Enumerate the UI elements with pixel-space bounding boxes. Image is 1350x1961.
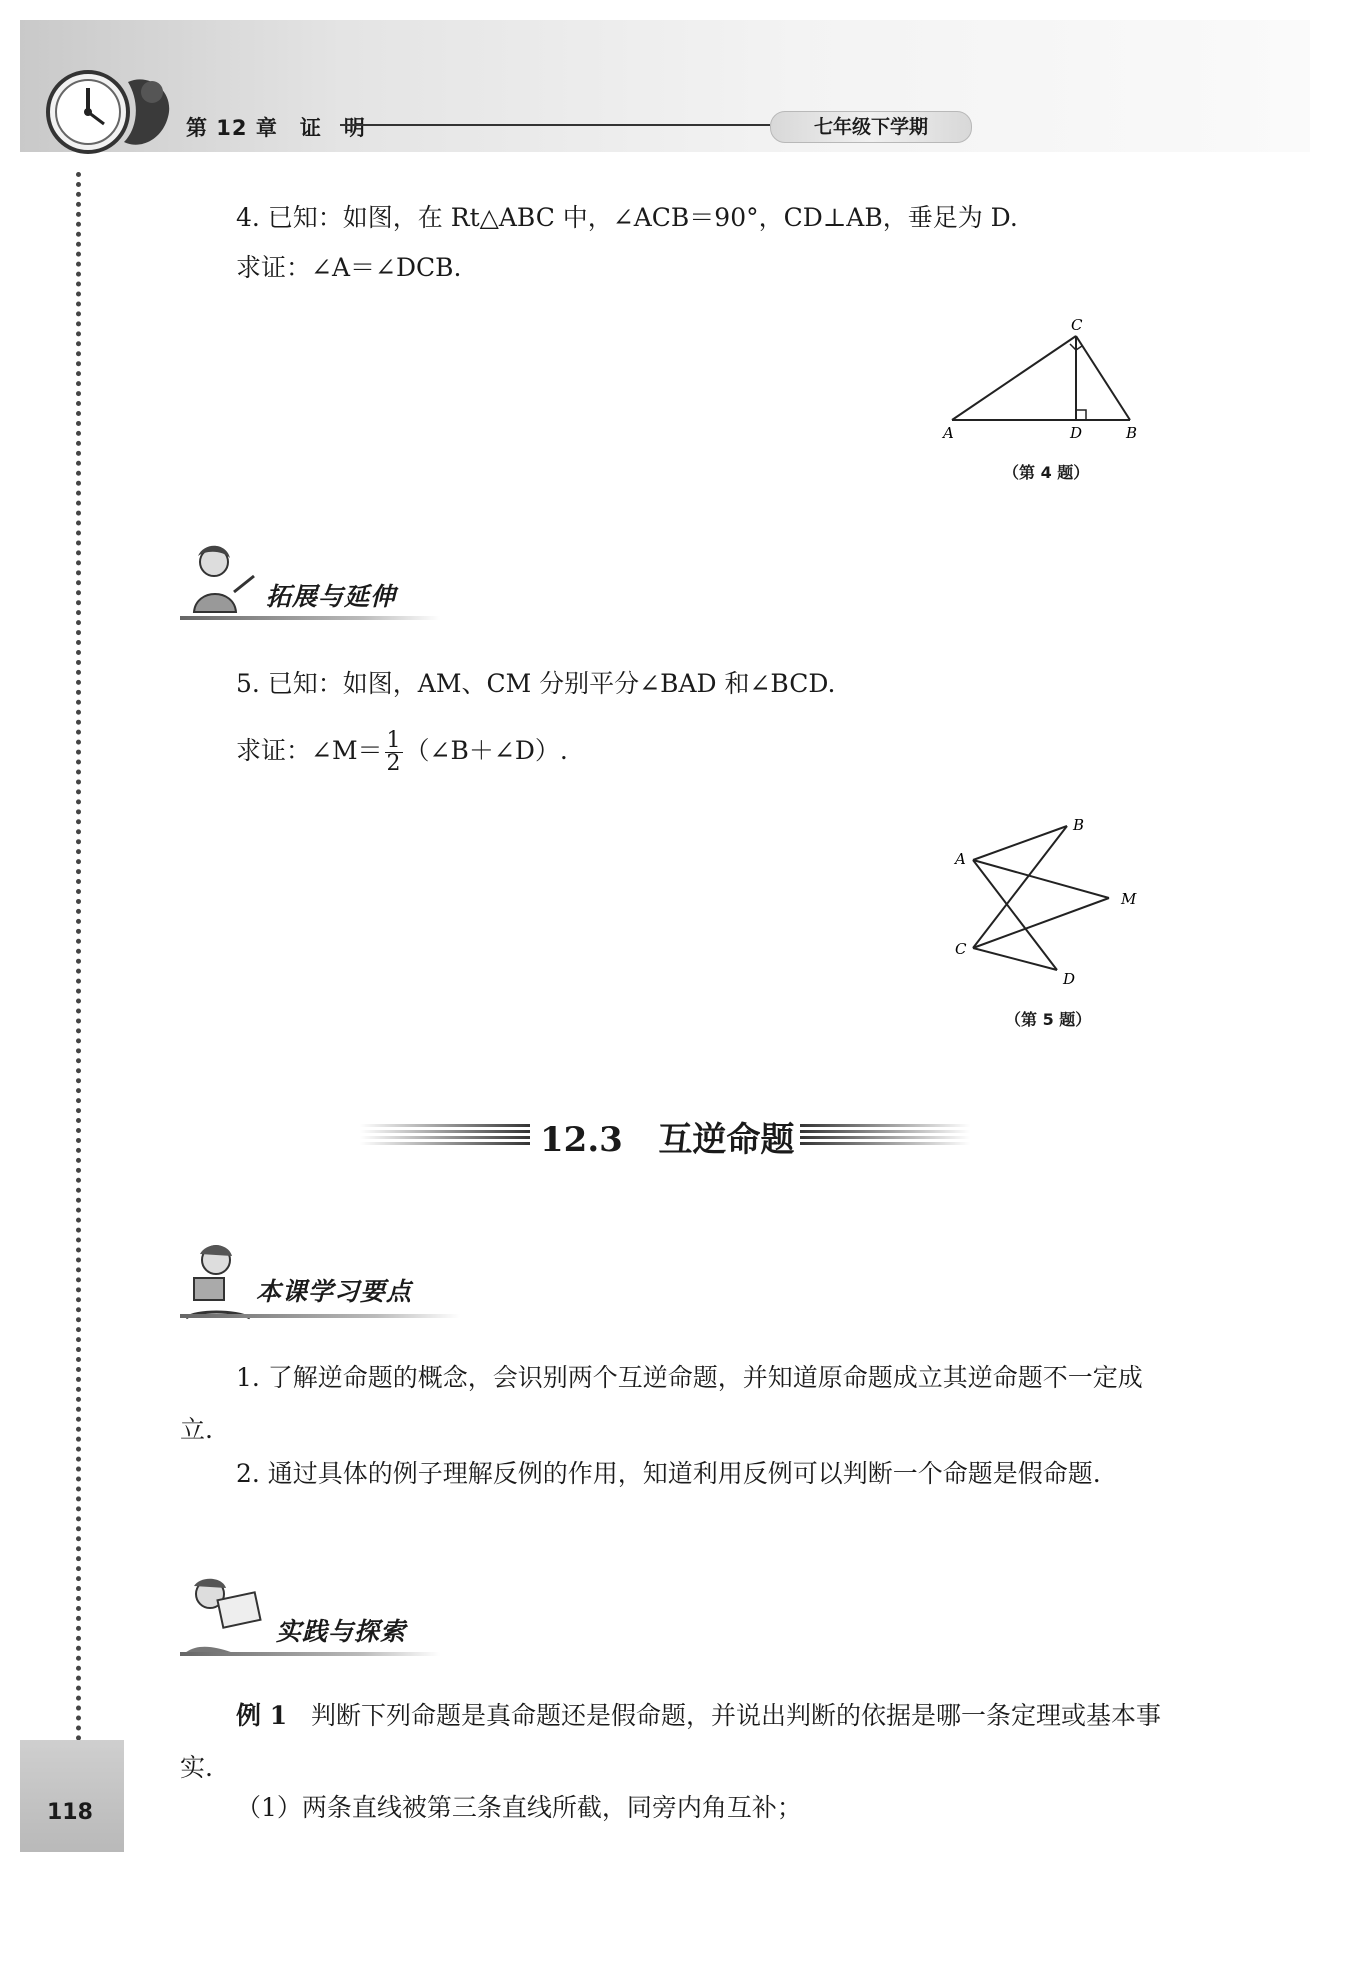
- lesson-number: 12.3: [540, 1120, 623, 1160]
- problem5-figure: [945, 812, 1145, 992]
- problem5-prove: [236, 730, 568, 775]
- problem5-statement: 5. 已知：如图，AM、CM 分别平分∠BAD 和∠BCD.: [236, 669, 836, 698]
- grade-badge: 七年级下学期: [770, 111, 972, 143]
- problem5-prove-suffix: （∠B＋∠D）.: [404, 736, 568, 765]
- fig4-label-D: D: [1070, 424, 1083, 442]
- problem4-caption: （第 4 题）: [1003, 463, 1090, 482]
- problem4-statement: 4. 已知：如图，在 Rt△ABC 中，∠ACB＝90°，CD⊥AB，垂足为 D.: [236, 203, 1018, 232]
- fig4-label-B: B: [1126, 424, 1138, 442]
- example1-item1: （1）两条直线被第三条直线所截，同旁内角互补；: [236, 1793, 802, 1822]
- fig4-label-A: A: [943, 424, 954, 442]
- section-underline-practice: [180, 1652, 440, 1656]
- fig4-label-C: C: [1071, 318, 1083, 334]
- page-number: 118: [47, 1800, 93, 1825]
- problem4-figure: [940, 318, 1140, 448]
- clock-mascot-logo: [40, 62, 180, 162]
- problem4-prove: 求证：∠A＝∠DCB.: [236, 253, 462, 282]
- section-title-practice: 实践与探索: [276, 1617, 407, 1646]
- student-reading-mascot-icon: [176, 1240, 260, 1324]
- teacher-mascot-icon: [178, 540, 258, 620]
- fig5-label-M: M: [1121, 890, 1137, 908]
- section-title-key-points: 本课学习要点: [256, 1277, 413, 1306]
- problem5-prove-prefix: 求证：∠M＝: [236, 736, 383, 765]
- lesson-name: 互逆命题: [658, 1120, 795, 1160]
- section-underline-extend: [180, 616, 440, 620]
- lesson-heading-bars-right: [800, 1122, 970, 1146]
- problem5-caption: （第 5 题）: [1005, 1010, 1092, 1029]
- key-point-2: 2. 通过具体的例子理解反例的作用，知道利用反例可以判断一个命题是假命题.: [236, 1459, 1101, 1488]
- fig5-label-B: B: [1073, 816, 1085, 834]
- fig5-label-A: A: [955, 850, 966, 868]
- section-underline-key-points: [180, 1314, 460, 1318]
- key-point-1: 1. 了解逆命题的概念，会识别两个互逆命题，并知道原命题成立其逆命题不一定成立.: [180, 1363, 1143, 1444]
- chapter-label: 第 12 章 证 明: [186, 116, 366, 140]
- fraction-numerator: 1: [386, 728, 401, 753]
- fraction-denominator: 2: [386, 751, 401, 776]
- lesson-heading-bars-left: [360, 1122, 530, 1146]
- lesson-title: [540, 1112, 794, 1161]
- fraction-one-half: [385, 730, 403, 775]
- student-writing-mascot-icon: [176, 1572, 268, 1664]
- fig5-label-D: D: [1063, 970, 1076, 988]
- fig5-label-C: C: [955, 940, 967, 958]
- example1-text: 判断下列命题是真命题还是假命题，并说出判断的依据是哪一条定理或基本事实.: [180, 1701, 1161, 1782]
- section-title-extend: 拓展与延伸: [266, 582, 397, 611]
- page-number-tab: [20, 1740, 124, 1852]
- example1: [180, 1690, 1170, 1794]
- header-rule: [340, 124, 770, 126]
- dotted-margin-rail: [76, 172, 81, 1742]
- example1-label: 例 1: [236, 1701, 288, 1730]
